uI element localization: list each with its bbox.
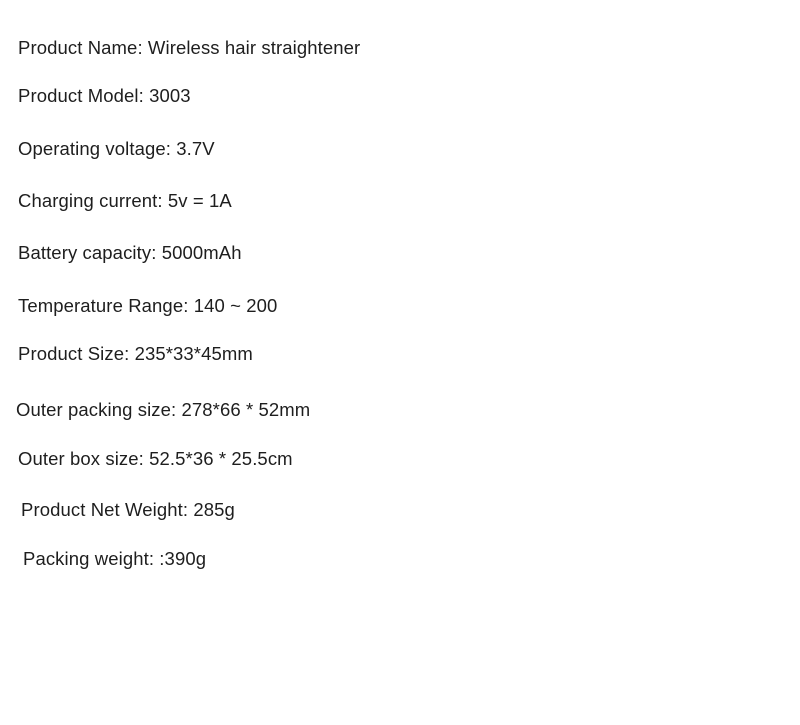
- spec-line-operating-voltage: Operating voltage: 3.7V: [18, 138, 215, 159]
- spec-line-temperature-range: Temperature Range: 140 ~ 200: [18, 295, 278, 316]
- spec-line-packing-weight: Packing weight: :390g: [23, 548, 207, 569]
- spec-line-charging-current: Charging current: 5v = 1A: [18, 190, 232, 211]
- spec-line-outer-packing-size: Outer packing size: 278*66 * 52mm: [16, 399, 311, 420]
- spec-line-product-size: Product Size: 235*33*45mm: [18, 343, 253, 364]
- spec-line-outer-box-size: Outer box size: 52.5*36 * 25.5cm: [18, 448, 293, 469]
- spec-line-battery-capacity: Battery capacity: 5000mAh: [18, 242, 242, 263]
- spec-line-product-net-weight: Product Net Weight: 285g: [21, 499, 235, 520]
- spec-line-product-name: Product Name: Wireless hair straightener: [18, 37, 361, 58]
- spec-line-product-model: Product Model: 3003: [18, 85, 191, 106]
